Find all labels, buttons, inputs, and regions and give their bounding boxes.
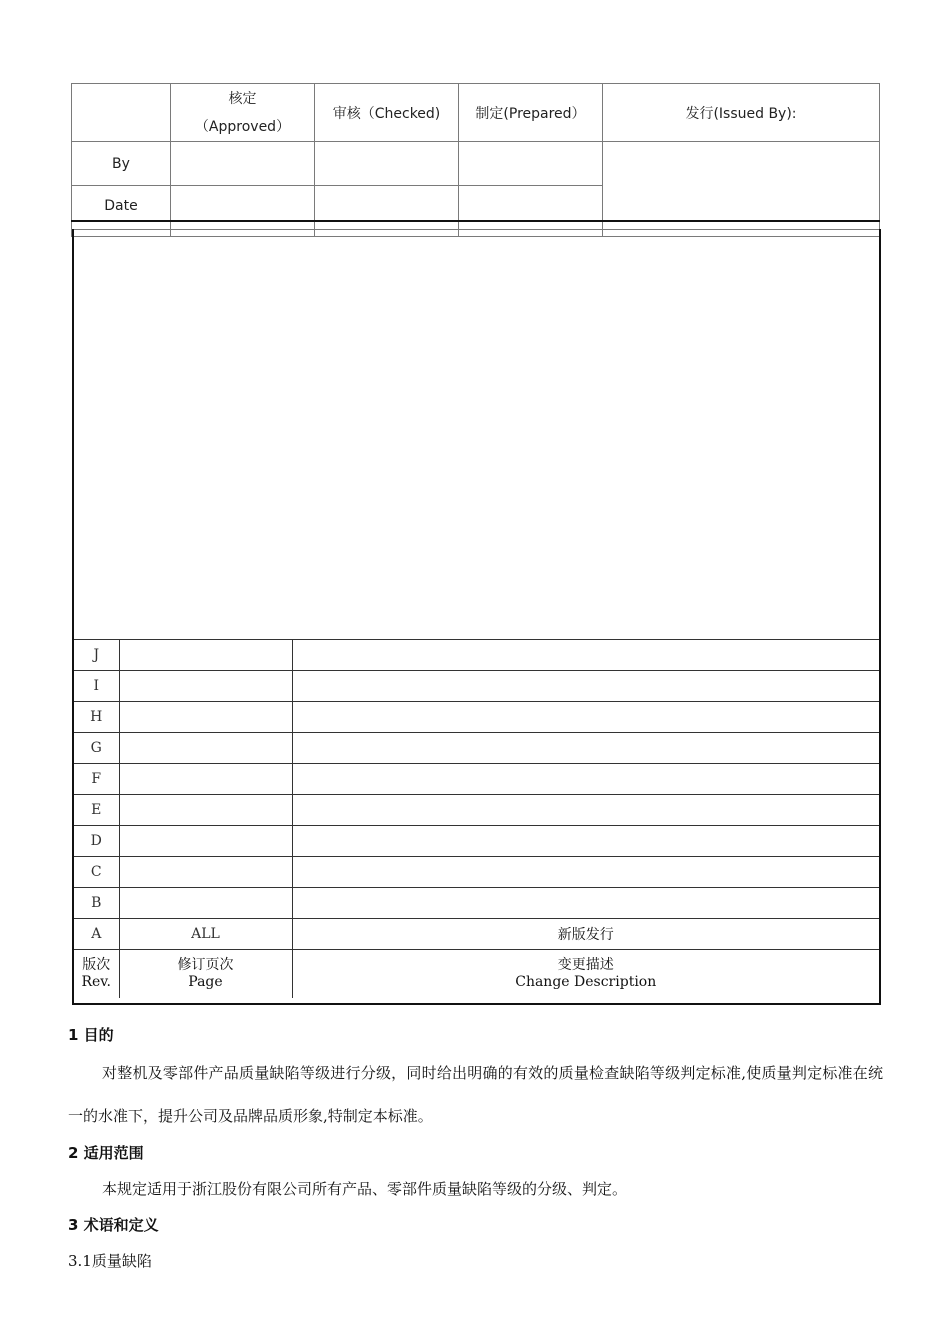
table-row — [74, 795, 879, 826]
approved-date-cell[interactable] — [171, 186, 315, 222]
rev-header-cn: 版次 — [82, 957, 111, 973]
document-body — [68, 1018, 883, 1280]
approved-header — [171, 84, 315, 142]
table-row — [74, 671, 879, 702]
desc-cell[interactable] — [292, 640, 879, 671]
checked-date-cell[interactable] — [315, 186, 459, 222]
desc-cell[interactable] — [292, 826, 879, 857]
rev-cell: C — [74, 857, 119, 888]
table-row — [74, 702, 879, 733]
revision-blank-area — [74, 229, 879, 639]
desc-cell[interactable] — [292, 857, 879, 888]
table-row — [74, 764, 879, 795]
page-cell[interactable] — [119, 764, 292, 795]
table-row — [74, 826, 879, 857]
page-cell[interactable]: ALL — [119, 919, 292, 950]
rev-cell: J — [74, 640, 119, 671]
revision-history-box — [72, 229, 881, 1005]
rev-column-header — [74, 950, 119, 999]
rev-cell: G — [74, 733, 119, 764]
section-2-body: 本规定适用于浙江股份有限公司所有产品、零部件质量缺陷等级的分级、判定。 — [102, 1180, 628, 1198]
section-3-1-title: 3.1质量缺陷 — [68, 1252, 152, 1270]
rev-cell: E — [74, 795, 119, 826]
table-row — [74, 888, 879, 919]
rev-cell: B — [74, 888, 119, 919]
table-row — [74, 857, 879, 888]
approved-by-cell[interactable] — [171, 142, 315, 186]
rev-header-en: Rev. — [81, 974, 112, 990]
approval-corner-cell — [72, 84, 171, 142]
approval-table — [71, 83, 880, 237]
revision-footer-row — [74, 950, 879, 999]
revision-table — [74, 639, 879, 998]
desc-cell[interactable] — [292, 795, 879, 826]
desc-cell[interactable] — [292, 888, 879, 919]
desc-cell[interactable]: 新版发行 — [292, 919, 879, 950]
issued-header: 发行(Issued By): — [603, 84, 880, 142]
page-cell[interactable] — [119, 640, 292, 671]
checked-by-cell[interactable] — [315, 142, 459, 186]
approved-header-cn: 核定 — [228, 90, 257, 107]
rev-cell: A — [74, 919, 119, 950]
desc-cell[interactable] — [292, 702, 879, 733]
section-3-title: 3 术语和定义 — [68, 1216, 159, 1234]
table-row — [74, 733, 879, 764]
page-cell[interactable] — [119, 733, 292, 764]
rev-cell: F — [74, 764, 119, 795]
rev-cell: I — [74, 671, 119, 702]
approved-header-en: （Approved） — [194, 118, 291, 135]
page-cell[interactable] — [119, 702, 292, 733]
table-row — [74, 919, 879, 950]
by-label: By — [72, 142, 171, 186]
table-row — [74, 640, 879, 671]
date-label: Date — [72, 186, 171, 222]
desc-cell[interactable] — [292, 671, 879, 702]
desc-cell[interactable] — [292, 764, 879, 795]
desc-header-cn: 变更描述 — [557, 957, 614, 973]
page-header-cn: 修订页次 — [177, 957, 234, 973]
desc-header-en: Change Description — [515, 974, 657, 990]
page-header-en: Page — [188, 974, 223, 990]
page-cell[interactable] — [119, 795, 292, 826]
prepared-date-cell[interactable] — [459, 186, 603, 222]
rev-cell: D — [74, 826, 119, 857]
section-1-title: 1 目的 — [68, 1026, 114, 1044]
checked-header: 审核（Checked) — [315, 84, 459, 142]
section-1-body: 对整机及零部件产品质量缺陷等级进行分级，同时给出明确的有效的质量检查缺陷等级判定标准,使质量判定标准在统一的水准下，提升公司及品牌品质形象,特制定本标准。 — [68, 1064, 883, 1125]
page-cell[interactable] — [119, 671, 292, 702]
issued-by-cell[interactable] — [603, 142, 880, 222]
page-cell[interactable] — [119, 857, 292, 888]
prepared-by-cell[interactable] — [459, 142, 603, 186]
page-cell[interactable] — [119, 826, 292, 857]
prepared-header: 制定(Prepared） — [459, 84, 603, 142]
desc-cell[interactable] — [292, 733, 879, 764]
page-cell[interactable] — [119, 888, 292, 919]
section-2-title: 2 适用范围 — [68, 1144, 144, 1162]
desc-column-header — [292, 950, 879, 999]
rev-cell: H — [74, 702, 119, 733]
page-column-header — [119, 950, 292, 999]
